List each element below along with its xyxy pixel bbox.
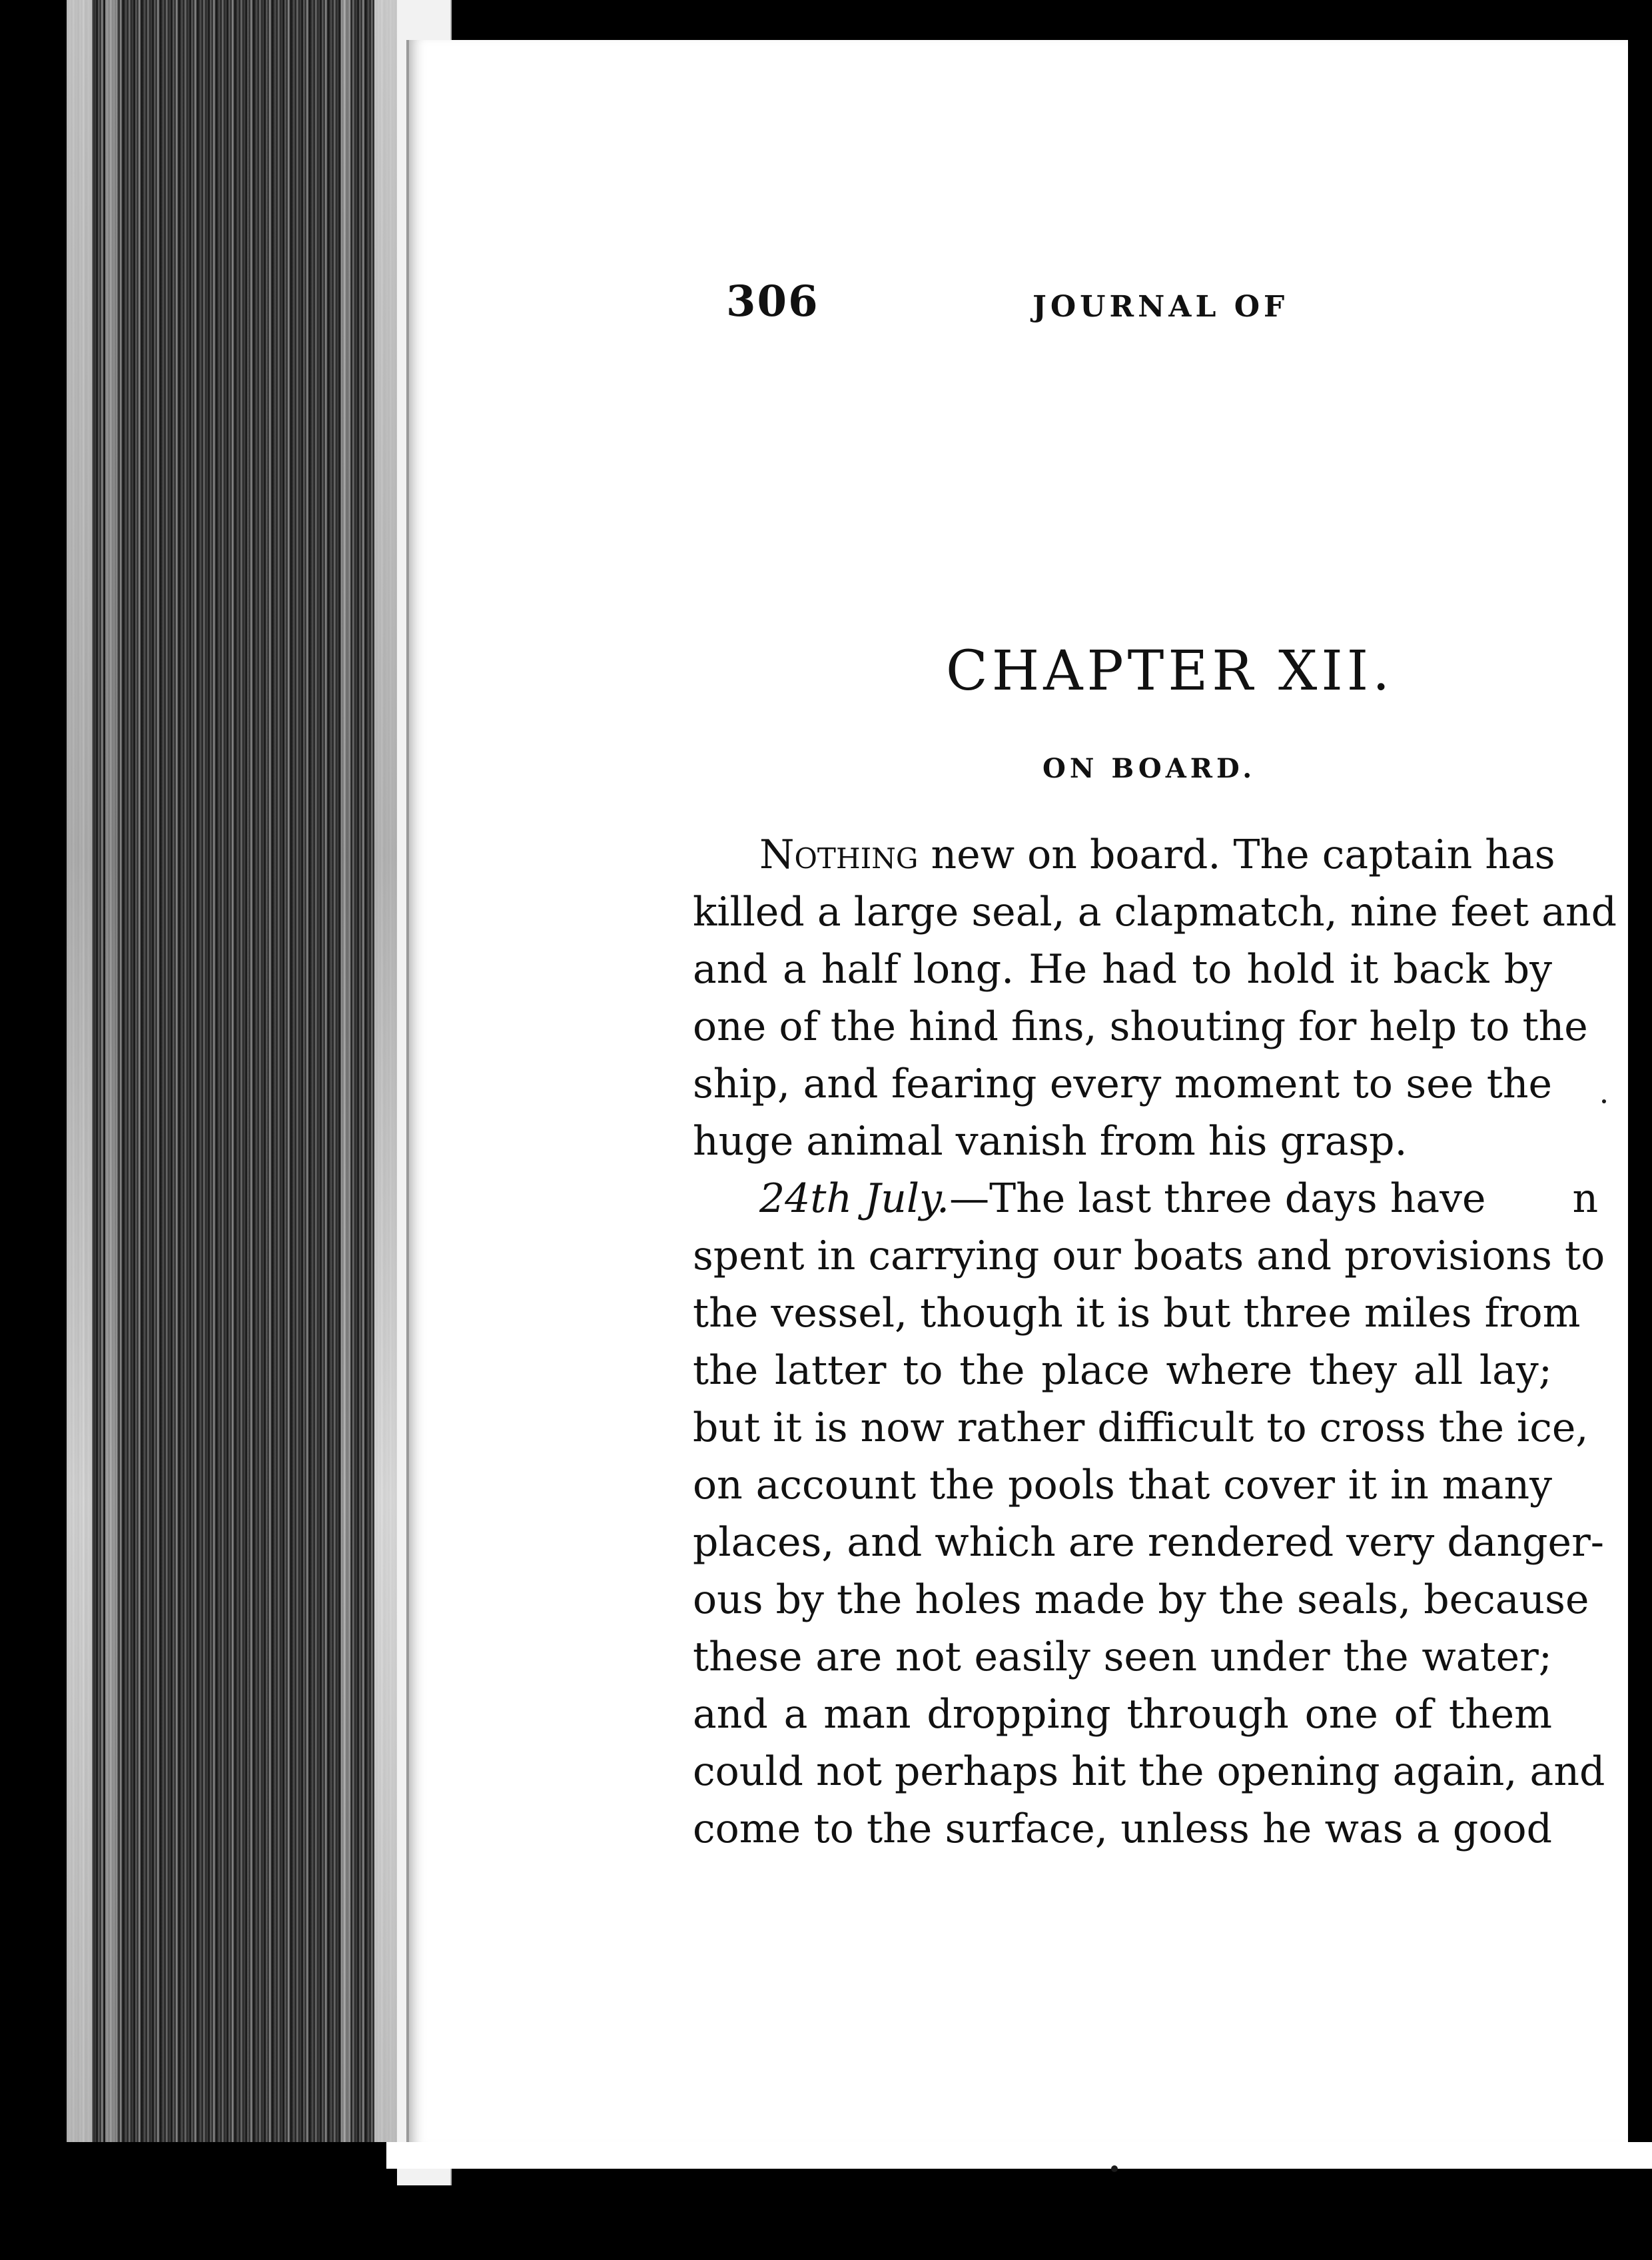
chapter-title: CHAPTER XII.: [946, 640, 1394, 703]
running-title: JOURNAL OF: [1032, 290, 1289, 324]
text-line: huge animal vanish from his grasp.: [693, 1118, 1408, 1165]
line-text: —The last three days have: [949, 1175, 1486, 1222]
text-line: these are not easily seen under the water;: [693, 1634, 1552, 1680]
page-edge-highlight: [341, 0, 350, 2142]
text-line: and a half long. He had to hold it back by: [693, 946, 1552, 993]
opening-word: Nothing: [759, 832, 919, 878]
page-edge-highlight: [105, 0, 117, 2142]
line-text: new on board. The captain has: [918, 832, 1555, 878]
text-line: one of the hind fins, shouting for help to the: [693, 1003, 1588, 1050]
text-line: ship, and fearing every moment to see the: [693, 1061, 1552, 1107]
page-number: 306: [726, 277, 819, 326]
text-line: [693, 1170, 1599, 1227]
text-line: killed a large seal, a clapmatch, nine feet and: [693, 889, 1617, 935]
text-line: could not perhaps hit the opening again, and: [693, 1748, 1605, 1795]
ink-speck: [1602, 1099, 1606, 1103]
body-text: [693, 826, 1617, 1858]
ink-speck: [1111, 2165, 1118, 2172]
book-page-edges: [67, 0, 410, 2142]
text-line: the vessel, though it is but three miles from: [693, 1290, 1581, 1337]
page-bottom-margin: [386, 2142, 1652, 2169]
text-line: [693, 826, 1555, 883]
running-head: [726, 270, 1479, 336]
text-line: places, and which are rendered very danger-: [693, 1519, 1605, 1566]
journal-date: 24th July.: [759, 1175, 950, 1222]
line-tail: n: [1572, 1175, 1599, 1222]
text-line: on account the pools that cover it in many: [693, 1462, 1552, 1508]
text-line: ous by the holes made by the seals, because: [693, 1576, 1589, 1623]
text-line: and a man dropping through one of them: [693, 1691, 1552, 1738]
text-line: come to the surface, unless he was a good: [693, 1806, 1552, 1852]
page-edge-highlight: [67, 0, 92, 2142]
chapter-subtitle: ON BOARD.: [1042, 753, 1256, 784]
text-line: spent in carrying our boats and provisions to: [693, 1233, 1605, 1279]
text-line: the latter to the place where they all lay;: [693, 1347, 1552, 1394]
text-line: but it is now rather difficult to cross the ice,: [693, 1405, 1589, 1451]
